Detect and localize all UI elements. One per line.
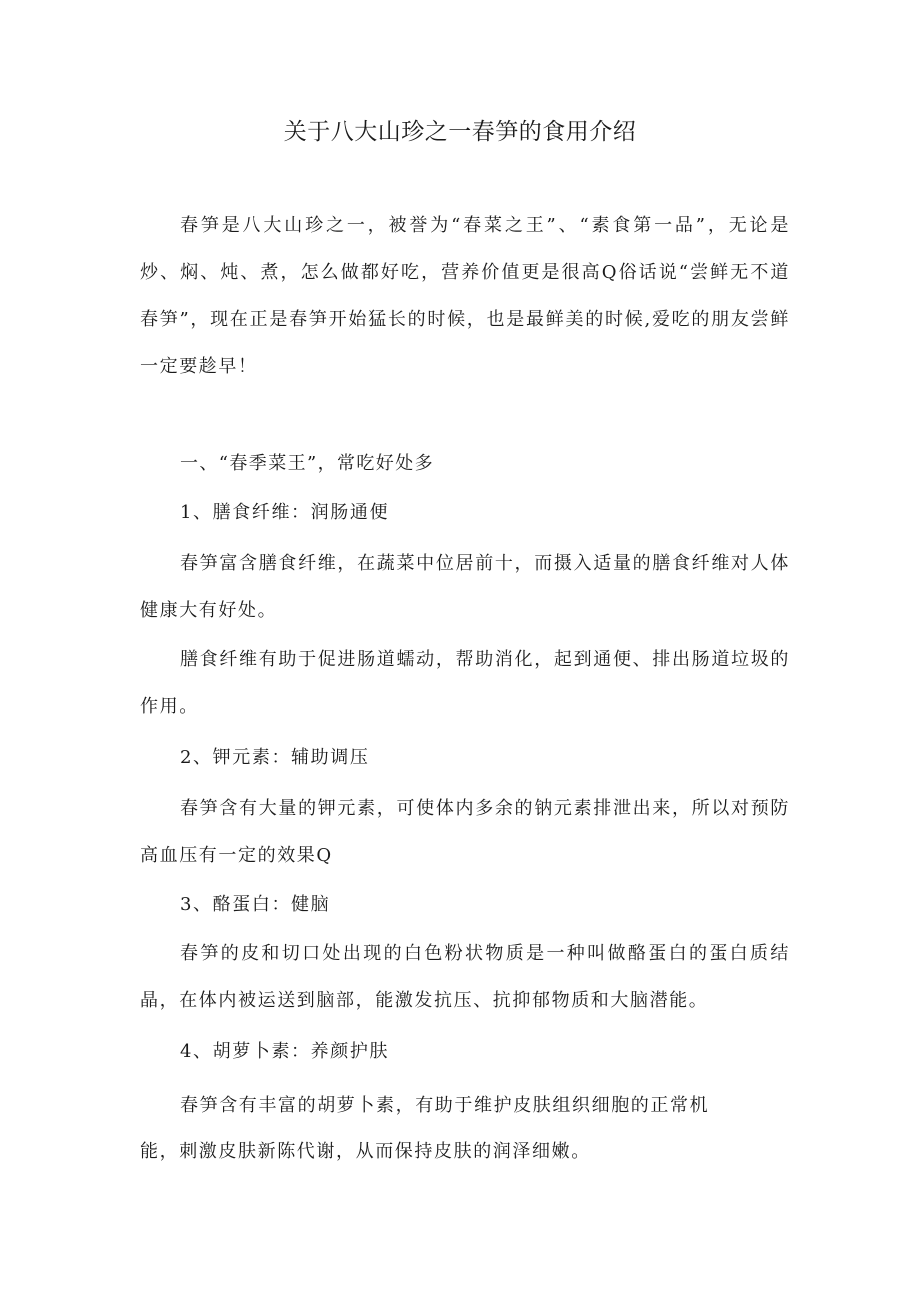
item-4-paragraph-line-2: 能，刺激皮肤新陈代谢，从而保持皮肤的润泽细嫩。: [140, 1141, 591, 1162]
item-3-paragraph-1: 春笋的皮和切口处出现的白色粉状物质是一种叫做酪蛋白的蛋白质结晶，在体内被运送到脑部，能激发抗压、抗抑郁物质和大脑潜能。: [140, 943, 790, 1011]
item-4-paragraph-line-1: 春笋含有丰富的胡萝卜素，有助于维护皮肤组织细胞的正常机: [180, 1095, 710, 1116]
section-heading: 一、“春季菜王”，常吃好处多: [180, 453, 435, 474]
item-2-paragraph-1: 春笋含有大量的钾元素，可使体内多余的钠元素排泄出来，所以对预防高血压有一定的效果Q: [140, 798, 790, 866]
document-title: 关于八大山珍之一春笋的食用介绍: [283, 119, 637, 145]
item-1-paragraph-2: 膳食纤维有助于促进肠道蠕动，帮助消化，起到通便、排出肠道垃圾的作用。: [140, 649, 790, 717]
item-1-paragraph-1: 春笋富含膳食纤维，在蔬菜中位居前十，而摄入适量的膳食纤维对人体健康大有好处。: [140, 553, 790, 621]
item-4-heading: 4、胡萝卜素：养颜护肤: [180, 1041, 390, 1062]
intro-paragraph: 春笋是八大山珍之一，被誉为“春菜之王”、“素食第一品”，无论是炒、焖、炖、煮，怎么做都好吃，营养价值更是很高Q俗话说“尝鲜无不道春笋”，现在正是春笋开始猛长的时候，也是最鲜美的时候,爱吃的朋友尝鲜一定要趁早！: [140, 215, 790, 377]
item-1-heading: 1、膳食纤维：润肠通便: [180, 502, 390, 523]
item-3-heading: 3、酪蛋白：健脑: [180, 894, 331, 915]
item-2-heading: 2、钾元素：辅助调压: [180, 747, 370, 768]
